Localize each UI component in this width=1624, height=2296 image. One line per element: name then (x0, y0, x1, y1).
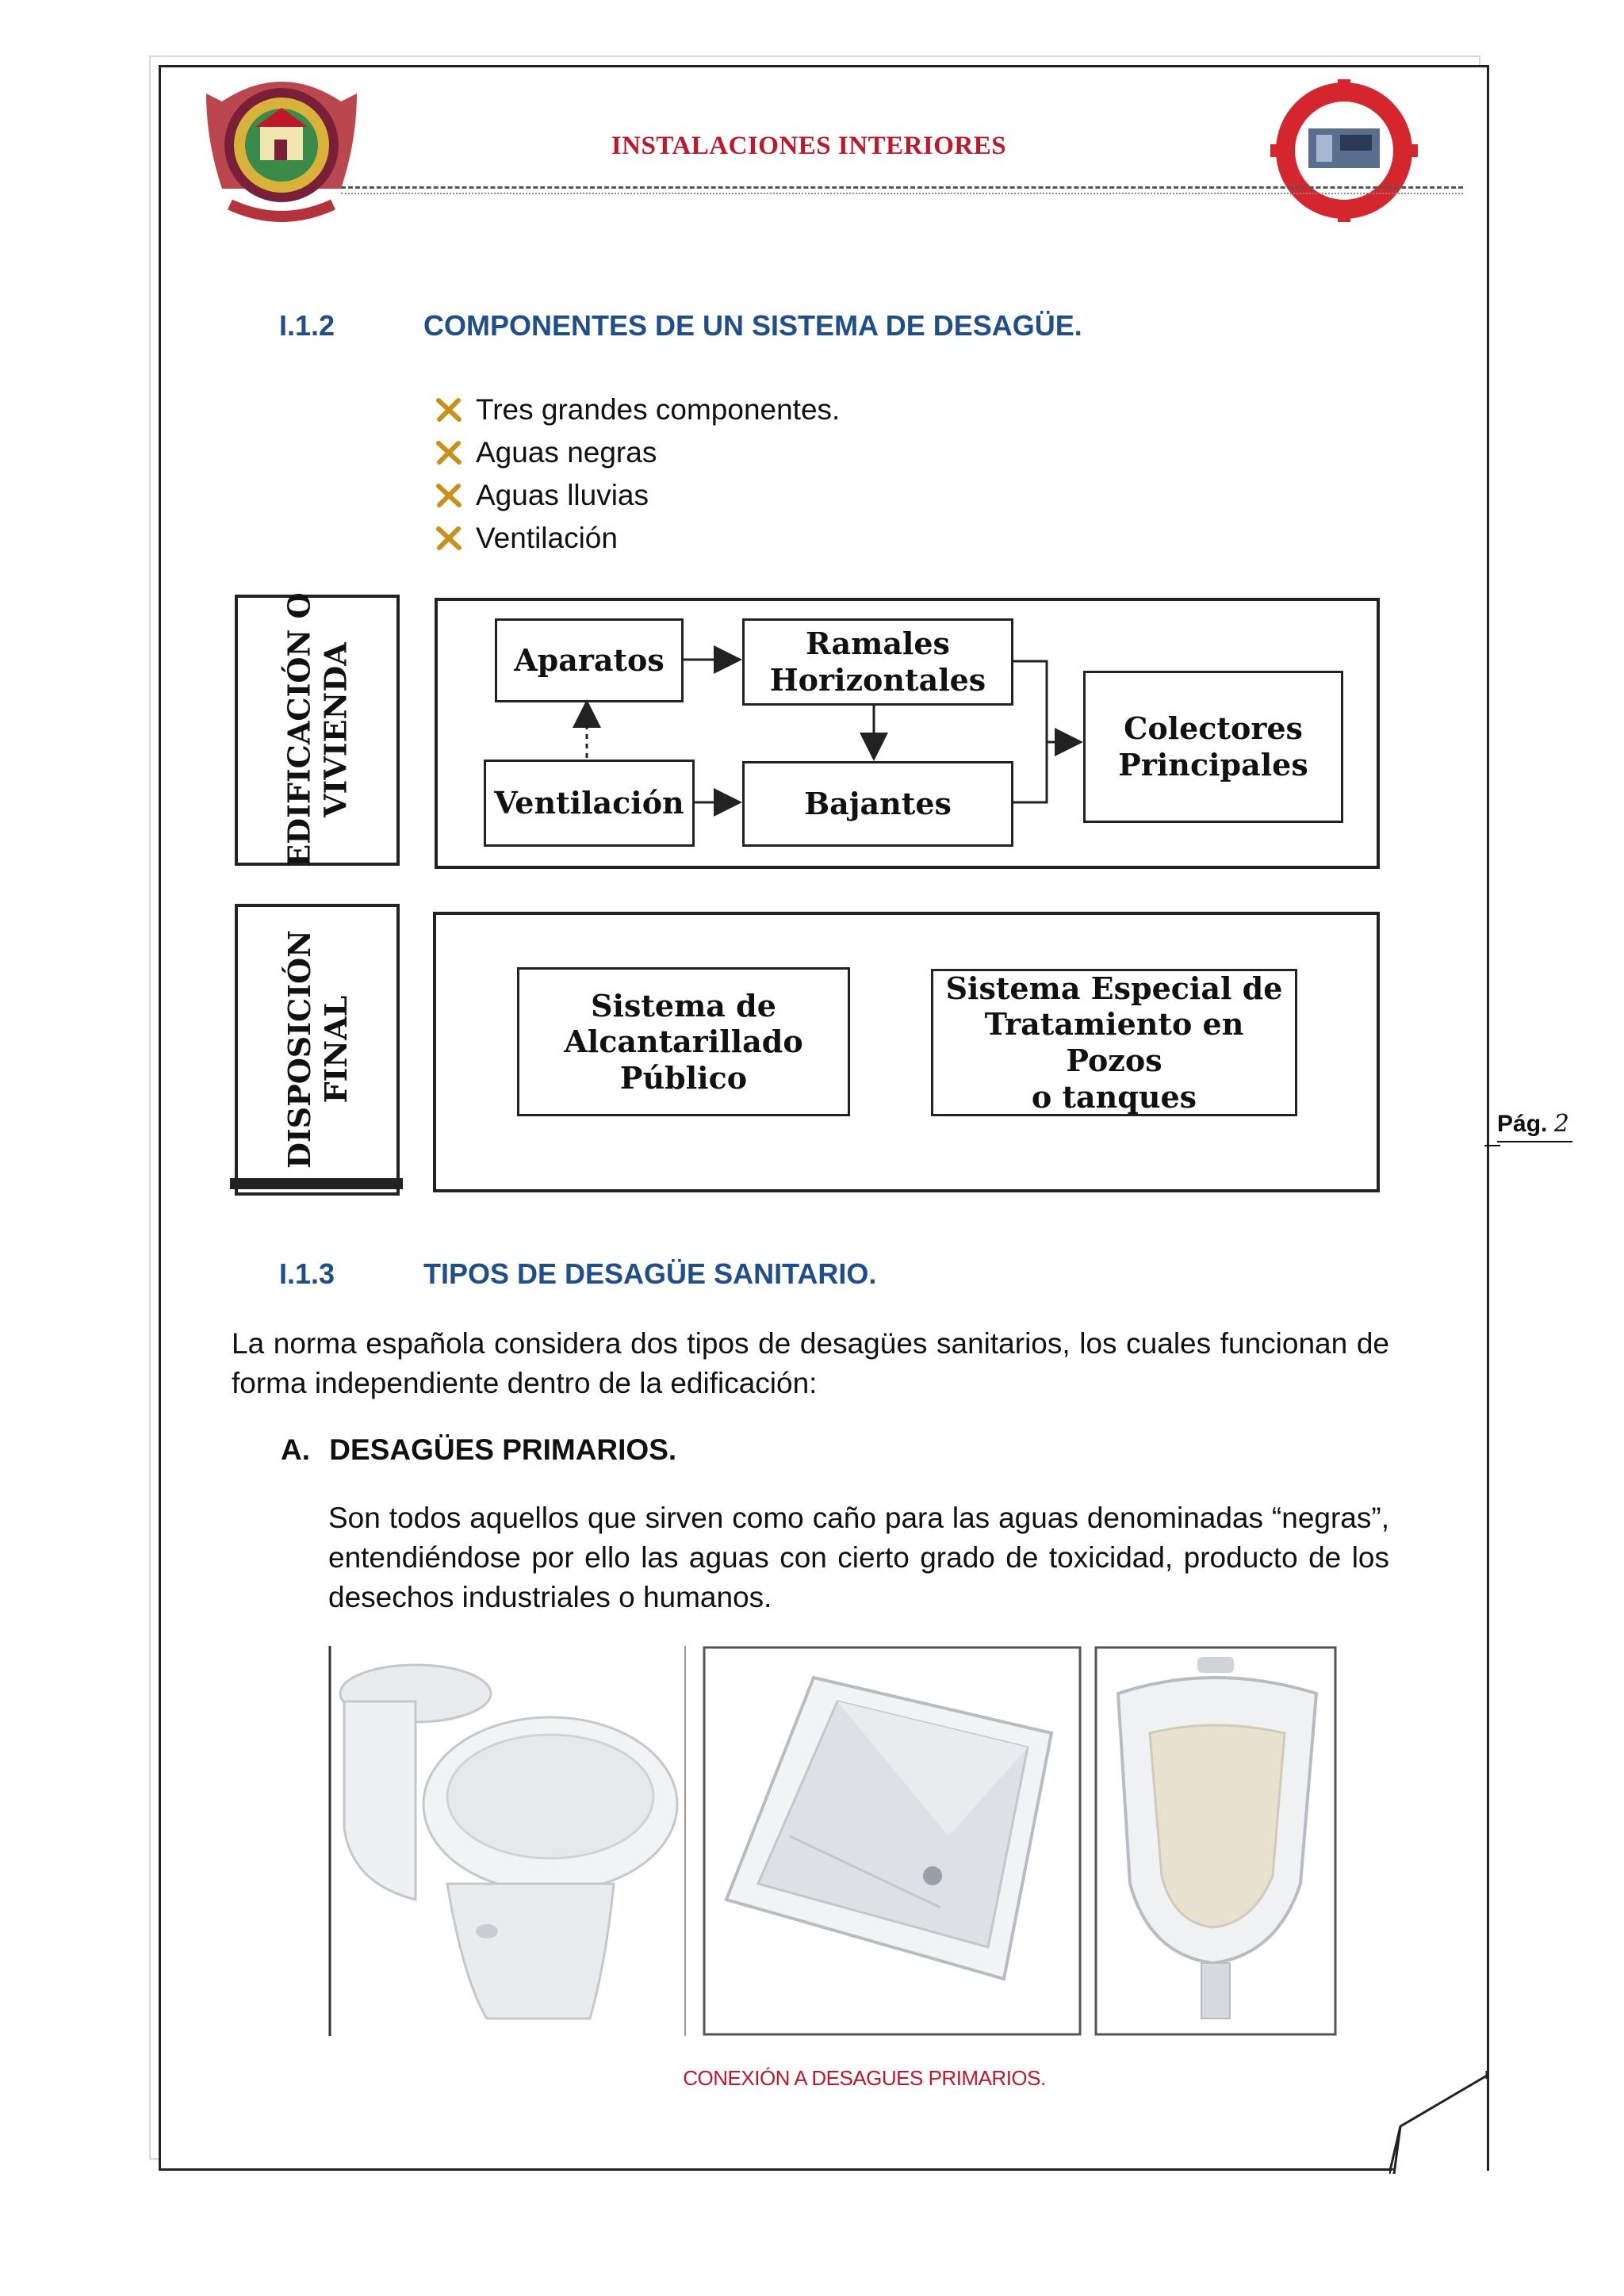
page-fold-corner (1389, 2071, 1492, 2174)
node-ventilacion: Ventilación (484, 760, 695, 847)
subsection-paragraph: Son todos aquellos que sirven como caño para las aguas denominadas “negras”, entendiéndose por ello las aguas con cierto grado de toxicidad, producto de los desechos industriales o humanos. (328, 1502, 1389, 1613)
x-bullet-icon (435, 396, 463, 424)
list-item (435, 474, 840, 517)
node-alcantarillado-publico: Sistema de Alcantarillado Público (517, 967, 850, 1116)
row-label-building: EDIFICACIÓN O VIVIENDA (281, 592, 353, 868)
bullet-text: Tres grandes componentes. (476, 393, 841, 426)
toilet-image (328, 1646, 687, 2036)
urinal-image (1094, 1646, 1337, 2036)
drainage-components-diagram (230, 587, 1388, 1197)
subsection-heading: A. DESAGÜES PRIMARIOS. (281, 1433, 677, 1466)
section-number: I.1.2 (279, 309, 335, 342)
node-colectores-principales: Colectores Principales (1083, 671, 1343, 823)
laundry-sink-image (703, 1646, 1082, 2036)
header-title: INSTALACIONES INTERIORES (611, 132, 1007, 160)
intro-paragraph: La norma española considera dos tipos de desagües sanitarios, los cuales funcionan de forma independiente dentro de la edificación: (232, 1327, 1389, 1399)
list-item (435, 388, 840, 431)
x-bullet-icon (435, 481, 463, 510)
node-aparatos: Aparatos (495, 618, 684, 702)
x-bullet-icon (435, 524, 463, 553)
row-label-final: DISPOSICIÓN FINAL (281, 930, 354, 1169)
bullet-text: Ventilación (476, 522, 618, 554)
page-number: Pág. 2 (1497, 1110, 1572, 1142)
node-bajantes: Bajantes (742, 761, 1013, 847)
x-bullet-icon (435, 438, 463, 467)
node-ramales-horizontales: Ramales Horizontales (742, 618, 1013, 706)
bullet-list (435, 388, 840, 560)
header-rule (341, 186, 1463, 189)
page-number-rule (1484, 1145, 1500, 1146)
list-item (435, 517, 840, 560)
section-title: COMPONENTES DE UN SISTEMA DE DESAGÜE. (423, 309, 1082, 342)
node-sistema-especial: Sistema Especial de Tratamiento en Pozos o tanques (931, 969, 1297, 1116)
bullet-text: Aguas lluvias (476, 479, 649, 511)
diagram-bottom-rule (230, 1178, 403, 1189)
header-rule-dotted (341, 193, 1463, 194)
bullet-text: Aguas negras (476, 436, 657, 469)
figure-caption: CONEXIÓN A DESAGUES PRIMARIOS. (683, 2066, 1046, 2090)
section-title: TIPOS DE DESAGÜE SANITARIO. (423, 1257, 877, 1290)
university-seal-logo (198, 70, 365, 228)
civil-engineering-logo (1253, 79, 1435, 222)
list-item (435, 431, 840, 474)
section-number: I.1.3 (279, 1257, 335, 1290)
